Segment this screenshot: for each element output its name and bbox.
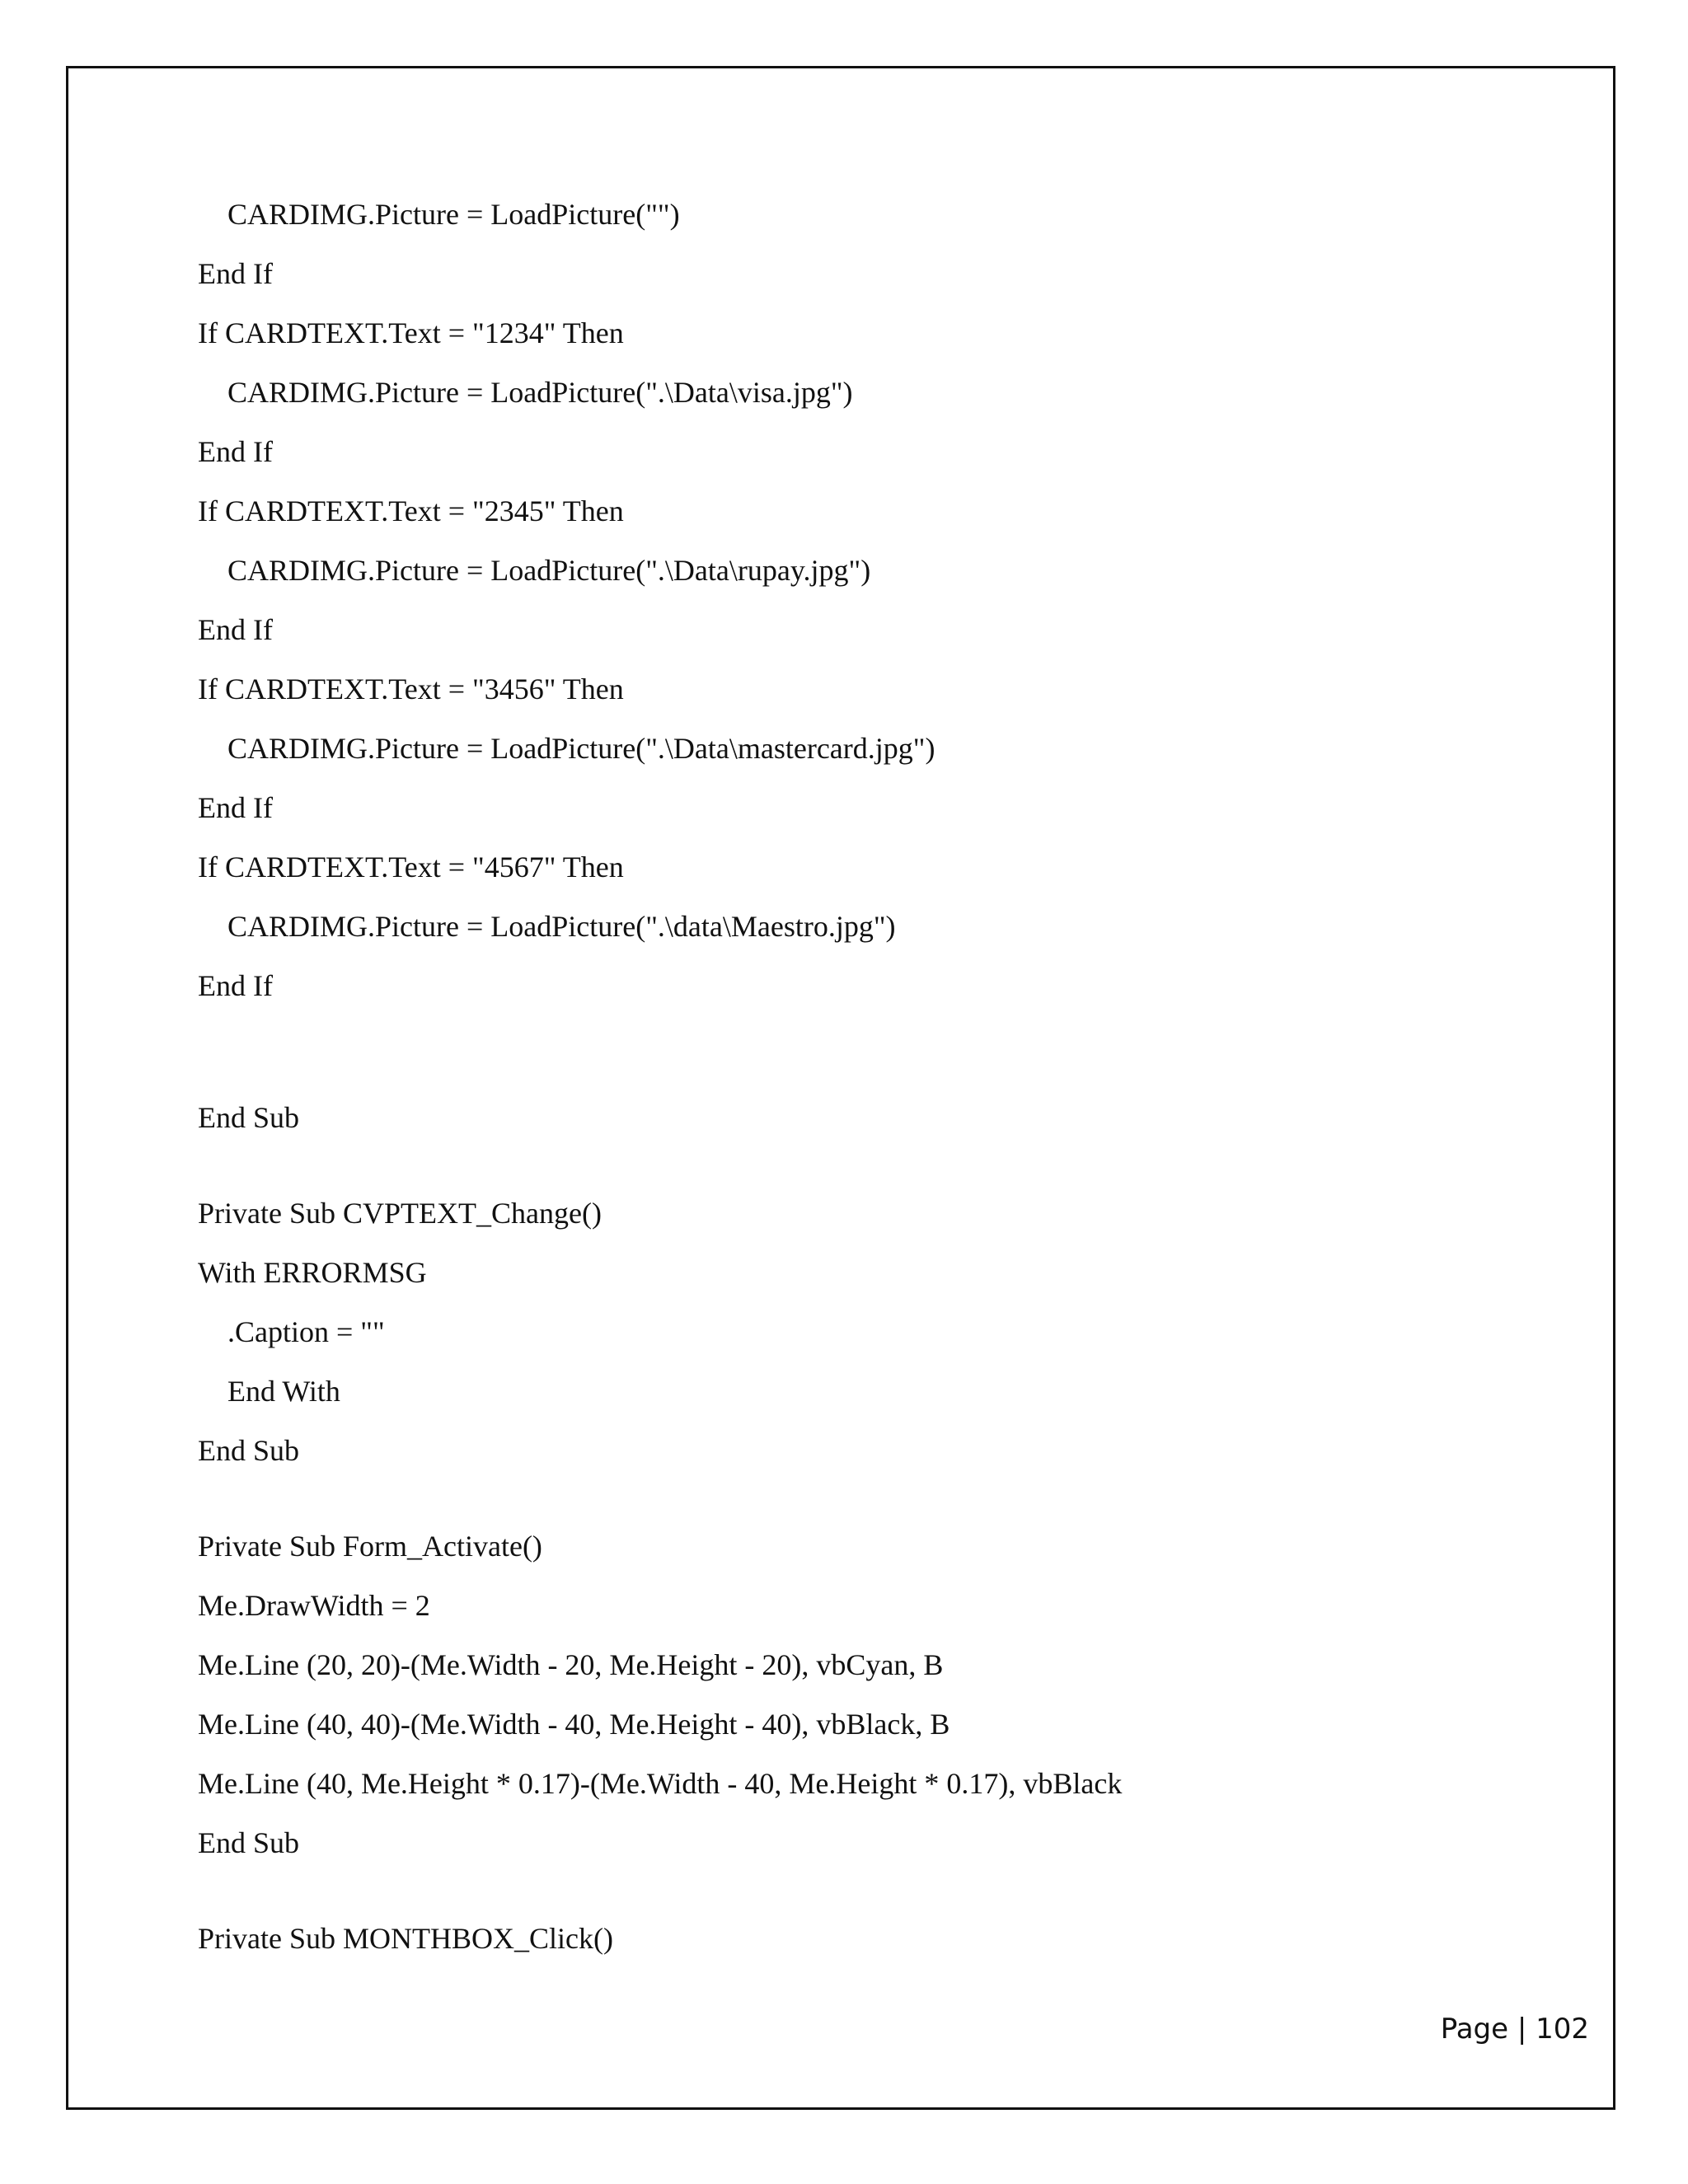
code-line: With ERRORMSG (198, 1256, 427, 1289)
page-border (66, 66, 1615, 2110)
code-line: CARDIMG.Picture = LoadPicture(".\Data\mastercard.jpg") (227, 732, 935, 765)
code-line: CARDIMG.Picture = LoadPicture(".\Data\visa.jpg") (227, 376, 853, 409)
page-number: Page | 102 (1440, 2013, 1589, 2046)
code-line: Private Sub MONTHBOX_Click() (198, 1922, 613, 1955)
code-line: End If (198, 969, 273, 1002)
code-line: If CARDTEXT.Text = "2345" Then (198, 494, 624, 527)
code-line: CARDIMG.Picture = LoadPicture(".\Data\rupay.jpg") (227, 554, 871, 587)
code-line: End With (227, 1375, 340, 1408)
code-line: End Sub (198, 1101, 300, 1134)
code-line: End If (198, 257, 273, 290)
code-line: End If (198, 791, 273, 824)
code-line: End Sub (198, 1434, 300, 1467)
code-line: Me.DrawWidth = 2 (198, 1589, 430, 1622)
code-line: Me.Line (20, 20)-(Me.Width - 20, Me.Height - 20), vbCyan, B (198, 1648, 944, 1681)
code-line: Private Sub Form_Activate() (198, 1530, 542, 1563)
code-line: CARDIMG.Picture = LoadPicture(".\data\Maestro.jpg") (227, 910, 896, 943)
code-line: End If (198, 613, 273, 646)
code-line: CARDIMG.Picture = LoadPicture("") (227, 198, 680, 231)
code-line: Me.Line (40, Me.Height * 0.17)-(Me.Width - 40, Me.Height * 0.17), vbBlack (198, 1767, 1123, 1800)
code-line: .Caption = "" (227, 1315, 385, 1348)
code-line: End Sub (198, 1826, 300, 1859)
code-line: If CARDTEXT.Text = "4567" Then (198, 851, 624, 883)
code-line: Private Sub CVPTEXT_Change() (198, 1197, 602, 1230)
code-line: Me.Line (40, 40)-(Me.Width - 40, Me.Height - 40), vbBlack, B (198, 1708, 950, 1741)
code-line: End If (198, 435, 273, 468)
code-line: If CARDTEXT.Text = "3456" Then (198, 673, 624, 705)
code-line: If CARDTEXT.Text = "1234" Then (198, 316, 624, 349)
